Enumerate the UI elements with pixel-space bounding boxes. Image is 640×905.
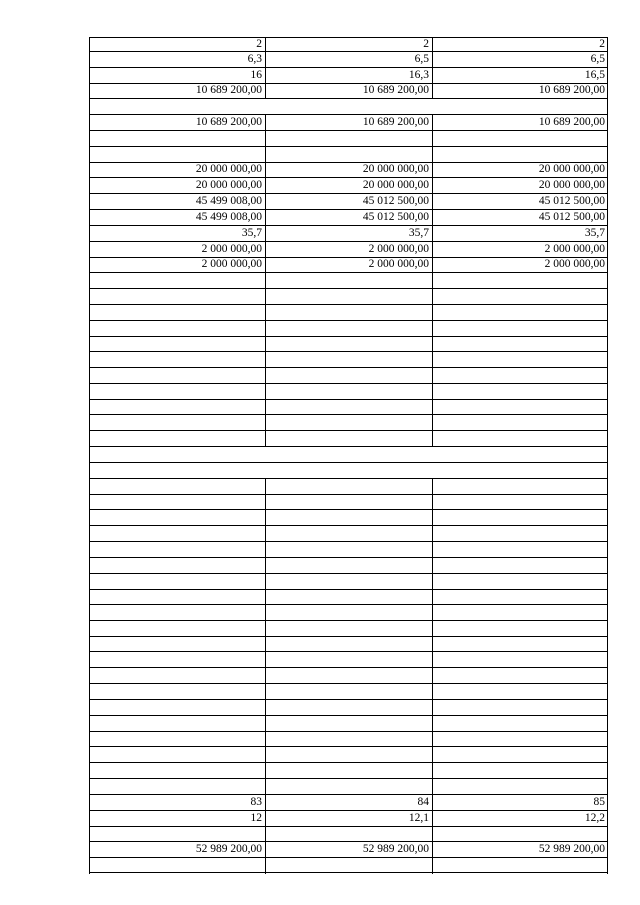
column-separator: [265, 288, 266, 305]
row-separator: [89, 130, 608, 131]
column-separator: [265, 509, 266, 526]
column-separator: [265, 399, 266, 415]
column-separator: [432, 826, 433, 842]
column-separator: [432, 589, 433, 605]
column-separator: [432, 683, 433, 700]
column-separator: [89, 620, 90, 637]
column-separator: [432, 146, 433, 163]
row-separator: [89, 715, 608, 716]
column-separator: [265, 731, 266, 747]
row-separator: [89, 573, 608, 574]
column-separator: [432, 715, 433, 732]
table-cell: 52 989 200,00: [362, 843, 429, 855]
column-separator: [89, 146, 90, 163]
column-separator: [89, 462, 90, 479]
column-separator: [432, 288, 433, 305]
column-separator: [607, 746, 608, 763]
column-separator: [607, 462, 608, 479]
column-separator: [607, 826, 608, 842]
row-separator: [89, 288, 608, 289]
table-cell: 45 499 008,00: [195, 195, 262, 207]
table-cell: 2: [423, 38, 429, 50]
column-separator: [89, 573, 90, 590]
column-separator: [607, 399, 608, 415]
table-cell: 20 000 000,00: [195, 179, 262, 191]
table-cell: 10 689 200,00: [362, 84, 429, 96]
column-separator: [89, 320, 90, 337]
column-separator: [607, 731, 608, 747]
column-separator: [607, 778, 608, 795]
row-separator: [89, 367, 608, 368]
row-separator: [89, 478, 608, 479]
column-separator: [89, 715, 90, 732]
column-separator: [89, 557, 90, 574]
column-separator: [432, 667, 433, 684]
column-separator: [432, 636, 433, 652]
column-separator: [265, 557, 266, 574]
column-separator: [432, 620, 433, 637]
row-separator: [89, 320, 608, 321]
column-separator: [265, 604, 266, 621]
column-separator: [607, 589, 608, 605]
column-separator: [265, 478, 266, 495]
column-separator: [89, 746, 90, 763]
column-separator: [265, 589, 266, 605]
column-separator: [607, 715, 608, 732]
column-separator: [89, 414, 90, 431]
table-cell: 12: [250, 812, 262, 824]
column-separator: [432, 494, 433, 510]
column-separator: [607, 98, 608, 115]
table-cell: 20 000 000,00: [362, 163, 429, 175]
column-separator: [607, 620, 608, 637]
column-separator: [607, 509, 608, 526]
row-separator: [89, 414, 608, 415]
table-cell: 2 000 000,00: [201, 258, 262, 270]
column-separator: [265, 525, 266, 542]
column-separator: [265, 683, 266, 700]
column-separator: [265, 383, 266, 400]
row-separator: [89, 699, 608, 700]
table-cell: 20 000 000,00: [538, 163, 605, 175]
table-cell: 2: [599, 38, 605, 50]
column-separator: [265, 715, 266, 732]
column-separator: [432, 430, 433, 447]
column-separator: [432, 478, 433, 495]
column-separator: [432, 699, 433, 716]
column-separator: [89, 731, 90, 747]
column-separator: [265, 304, 266, 321]
row-separator: [89, 509, 608, 510]
table-cell: 20 000 000,00: [538, 179, 605, 191]
column-separator: [432, 414, 433, 431]
column-separator: [89, 272, 90, 289]
column-separator: [432, 399, 433, 415]
table-cell: 2 000 000,00: [544, 258, 605, 270]
column-separator: [89, 351, 90, 368]
column-separator: [432, 746, 433, 763]
column-separator: [89, 367, 90, 384]
table-cell: 52 989 200,00: [538, 843, 605, 855]
row-separator: [89, 446, 608, 447]
column-separator: [265, 636, 266, 652]
column-separator: [607, 320, 608, 337]
row-separator: [89, 762, 608, 763]
table-cell: 12,2: [584, 812, 605, 824]
table-cell: 35,7: [584, 227, 605, 239]
column-separator: [607, 557, 608, 574]
row-separator: [89, 589, 608, 590]
column-separator: [265, 778, 266, 795]
column-separator: [607, 367, 608, 384]
table-cell: 10 689 200,00: [362, 116, 429, 128]
column-separator: [265, 351, 266, 368]
column-separator: [265, 320, 266, 337]
table-cell: 85: [593, 796, 605, 808]
row-separator: [89, 336, 608, 337]
table-cell: 2 000 000,00: [201, 243, 262, 255]
column-separator: [432, 304, 433, 321]
table-cell: 2 000 000,00: [544, 243, 605, 255]
table-cell: 35,7: [241, 227, 262, 239]
row-separator: [89, 620, 608, 621]
column-separator: [432, 272, 433, 289]
column-separator: [265, 146, 266, 163]
column-separator: [265, 667, 266, 684]
column-separator: [265, 130, 266, 147]
column-separator: [607, 130, 608, 147]
row-separator: [89, 146, 608, 147]
column-separator: [432, 320, 433, 337]
table-cell: 6,3: [247, 53, 262, 65]
column-separator: [607, 288, 608, 305]
table-cell: 2 000 000,00: [368, 243, 429, 255]
column-separator: [89, 589, 90, 605]
column-separator: [607, 699, 608, 716]
row-separator: [89, 525, 608, 526]
row-separator: [89, 304, 608, 305]
column-separator: [89, 399, 90, 415]
table-bottom-border: [89, 872, 608, 873]
column-separator: [89, 383, 90, 400]
column-separator: [89, 430, 90, 447]
table-cell: 2 000 000,00: [368, 258, 429, 270]
column-separator: [265, 367, 266, 384]
column-separator: [89, 288, 90, 305]
column-separator: [607, 304, 608, 321]
column-separator: [607, 146, 608, 163]
column-separator: [607, 683, 608, 700]
table-cell: 52 989 200,00: [195, 843, 262, 855]
column-separator: [607, 383, 608, 400]
column-separator: [432, 541, 433, 558]
column-separator: [607, 762, 608, 779]
table-cell: 45 012 500,00: [362, 195, 429, 207]
row-separator: [89, 857, 608, 858]
table-cell: 6,5: [590, 53, 605, 65]
column-separator: [607, 604, 608, 621]
column-separator: [89, 478, 90, 495]
column-separator: [432, 130, 433, 147]
column-separator: [89, 762, 90, 779]
column-separator: [265, 494, 266, 510]
column-separator: [432, 367, 433, 384]
column-separator: [89, 667, 90, 684]
table-cell: 20 000 000,00: [195, 163, 262, 175]
table-cell: 16,3: [408, 69, 429, 81]
column-separator: [89, 98, 90, 115]
column-separator: [265, 651, 266, 668]
column-separator: [89, 699, 90, 716]
column-separator: [89, 636, 90, 652]
row-separator: [89, 399, 608, 400]
table-cell: 45 499 008,00: [195, 211, 262, 223]
column-separator: [89, 525, 90, 542]
table-cell: 2: [256, 38, 262, 50]
column-separator: [607, 351, 608, 368]
column-separator: [89, 494, 90, 510]
row-separator: [89, 667, 608, 668]
row-separator: [89, 604, 608, 605]
column-separator: [607, 336, 608, 352]
column-separator: [607, 430, 608, 447]
column-separator: [607, 525, 608, 542]
row-separator: [89, 494, 608, 495]
column-separator: [607, 272, 608, 289]
table-cell: 10 689 200,00: [538, 84, 605, 96]
row-separator: [89, 557, 608, 558]
column-separator: [432, 336, 433, 352]
column-separator: [89, 336, 90, 352]
column-separator: [89, 541, 90, 558]
table-cell: 45 012 500,00: [538, 211, 605, 223]
row-separator: [89, 98, 608, 99]
column-separator: [265, 699, 266, 716]
column-separator: [89, 651, 90, 668]
table-cell: 10 689 200,00: [538, 116, 605, 128]
row-separator: [89, 651, 608, 652]
table-cell: 45 012 500,00: [538, 195, 605, 207]
row-separator: [89, 636, 608, 637]
column-separator: [607, 541, 608, 558]
column-separator: [89, 130, 90, 147]
column-separator: [89, 446, 90, 463]
column-separator: [265, 430, 266, 447]
column-separator: [432, 778, 433, 795]
column-separator: [265, 746, 266, 763]
column-separator: [89, 683, 90, 700]
column-separator: [265, 762, 266, 779]
column-separator: [432, 731, 433, 747]
column-separator: [432, 509, 433, 526]
column-separator: [265, 541, 266, 558]
column-separator: [89, 778, 90, 795]
row-separator: [89, 430, 608, 431]
column-separator: [432, 604, 433, 621]
column-separator: [432, 651, 433, 668]
row-separator: [89, 383, 608, 384]
column-separator: [607, 494, 608, 510]
column-separator: [265, 620, 266, 637]
table-cell: 10 689 200,00: [195, 116, 262, 128]
table-cell: 84: [417, 796, 429, 808]
row-separator: [89, 746, 608, 747]
column-separator: [265, 573, 266, 590]
table-cell: 10 689 200,00: [195, 84, 262, 96]
column-separator: [432, 573, 433, 590]
table-cell: 6,5: [414, 53, 429, 65]
table-cell: 83: [250, 796, 262, 808]
table-cell: 16: [250, 69, 262, 81]
table-cell: 45 012 500,00: [362, 211, 429, 223]
column-separator: [607, 651, 608, 668]
column-separator: [432, 762, 433, 779]
table-cell: 20 000 000,00: [362, 179, 429, 191]
row-separator: [89, 731, 608, 732]
column-separator: [607, 573, 608, 590]
row-separator: [89, 778, 608, 779]
row-separator: [89, 683, 608, 684]
column-separator: [432, 351, 433, 368]
column-separator: [607, 667, 608, 684]
row-separator: [89, 541, 608, 542]
column-separator: [89, 604, 90, 621]
column-separator: [432, 557, 433, 574]
column-separator: [265, 414, 266, 431]
column-separator: [607, 446, 608, 463]
row-separator: [89, 826, 608, 827]
column-separator: [607, 636, 608, 652]
column-separator: [265, 826, 266, 842]
column-separator: [89, 826, 90, 842]
data-table: [89, 37, 608, 873]
column-separator: [265, 272, 266, 289]
table-cell: 35,7: [408, 227, 429, 239]
column-separator: [265, 336, 266, 352]
column-separator: [432, 525, 433, 542]
column-separator: [89, 509, 90, 526]
column-separator: [89, 304, 90, 321]
row-separator: [89, 462, 608, 463]
column-separator: [607, 414, 608, 431]
row-separator: [89, 272, 608, 273]
table-cell: 12,1: [408, 812, 429, 824]
row-separator: [89, 351, 608, 352]
column-separator: [432, 383, 433, 400]
column-separator: [607, 478, 608, 495]
table-cell: 16,5: [584, 69, 605, 81]
